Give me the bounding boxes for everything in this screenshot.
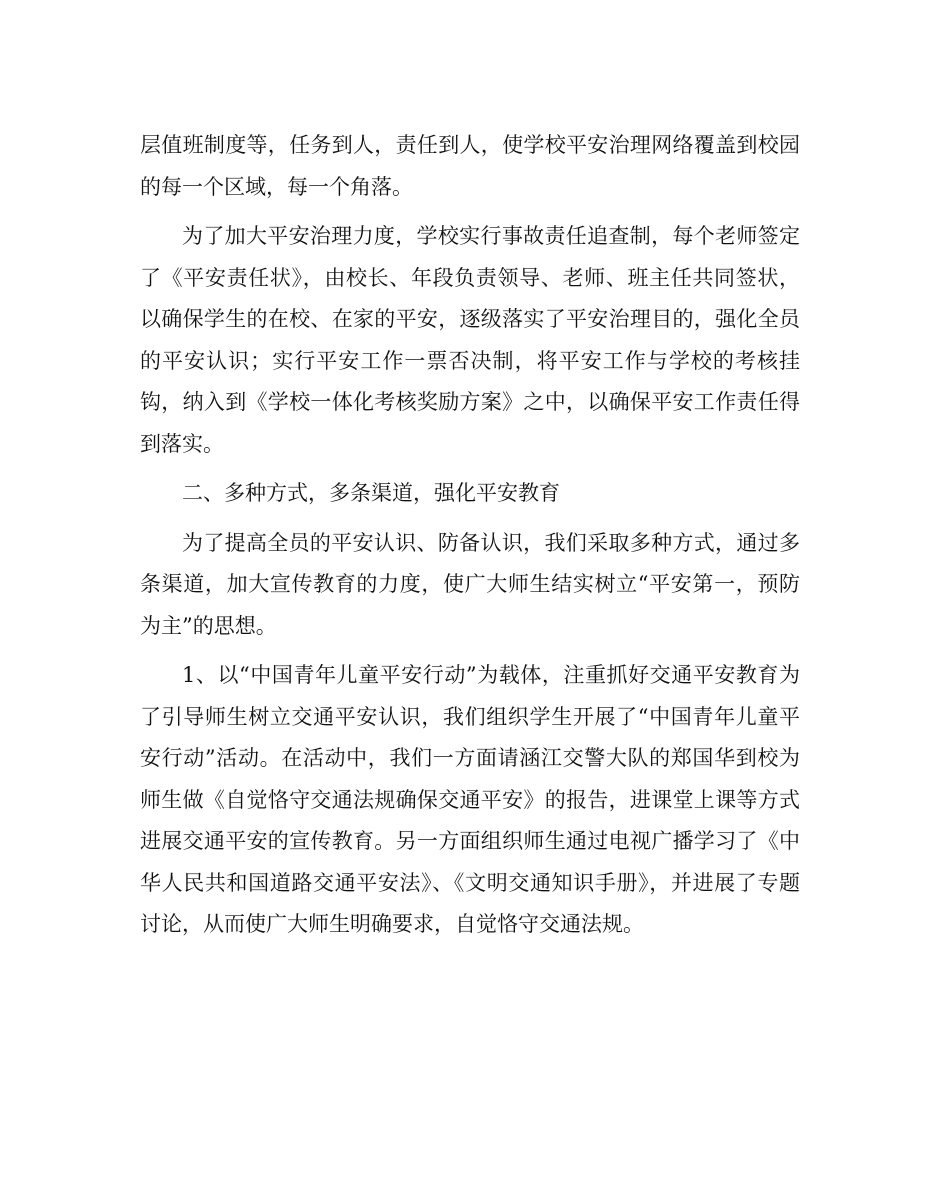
- section-heading: 二、多种方式，多条渠道，强化平安教育: [182, 481, 560, 505]
- paragraph-responsibility: 为了加大平安治理力度，学校实行事故责任追查制，每个老师签定了《平安责任状》，由校长、年段负责领导、老师、班主任共同签状，以确保学生的在校、在家的平安，逐级落实了平安治理目的，强化全员的平安认识；实行平安工作一票否决制，将平安工作与学校的考核挂钩，纳入到《学校一体化考核奖励方案》之中，以确保平安工作责任得到落实。: [140, 224, 800, 456]
- document-body: [140, 125, 800, 946]
- paragraph-awareness: 为了提高全员的平安认识、防备认识，我们采取多种方式，通过多条渠道，加大宣传教育的力度，使广大师生结实树立“平安第一，预防为主”的思想。: [140, 530, 800, 638]
- paragraph-continued: 层值班制度等，任务到人，责任到人，使学校平安治理网络覆盖到校园的每一个区域，每一个角落。: [140, 133, 800, 199]
- paragraph-traffic-safety: 1、以“中国青年儿童平安行动”为载体，注重抓好交通平安教育为了引导师生树立交通平安认识，我们组织学生开展了“中国青年儿童平安行动”活动。在活动中，我们一方面请涵江交警大队的郑国华到校为师生做《自觉恪守交通法规确保交通平安》的报告，进课堂上课等方式进展交通平安的宣传教育。另一方面组织师生通过电视广播学习了《中华人民共和国道路交通平安法》、《文明交通知识手册》，并进展了专题讨论，从而使广大师生明确要求，自觉恪守交通法规。: [140, 663, 800, 936]
